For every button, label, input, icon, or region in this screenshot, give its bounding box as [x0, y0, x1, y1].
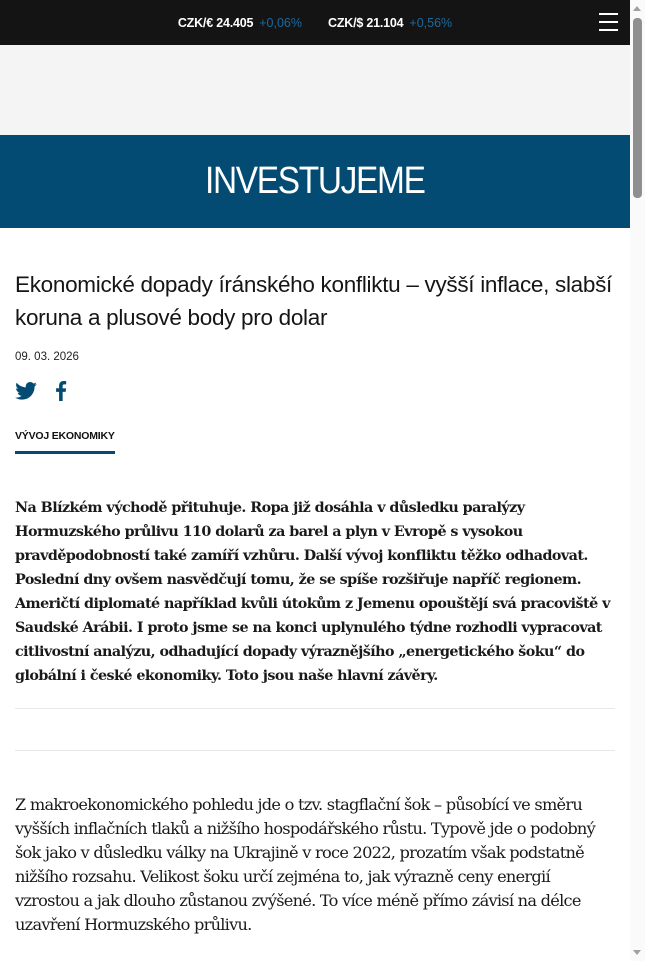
article-date: 09. 03. 2026: [15, 351, 79, 363]
article-paragraph: Z makroekonomického pohledu jde o tzv. stagflační šok – působící ve směru vyšších inflačních tlaků a nižšího hospodářského růstu. Typově jde o podobný šok jako v důsledku války na Ukrajině v roce 2022, prozatím však podstatně nižšího rozsahu. Velikost šoku určí zejména to, jak výrazně ceny energií vzrostou a jak dlouho zůstanou zvýšené. To více méně přímo závisí na délce uzavření Hormuzského průlivu.: [15, 795, 595, 934]
rate-eur-change: +0,06%: [259, 15, 302, 30]
site-logo[interactable]: INVESTUJEME: [205, 160, 425, 202]
scrollbar-thumb[interactable]: [633, 18, 642, 198]
scrollbar[interactable]: [630, 0, 645, 961]
hamburger-icon[interactable]: [599, 13, 618, 31]
ad-placeholder: [0, 45, 630, 135]
rate-usd-change: +0,56%: [409, 15, 453, 30]
category-tag[interactable]: VÝVOJ EKONOMIKY: [15, 430, 115, 454]
twitter-icon[interactable]: [15, 382, 37, 400]
rate-eur[interactable]: [178, 16, 302, 30]
divider: [15, 708, 615, 709]
facebook-icon[interactable]: [55, 381, 67, 401]
rate-eur-value: CZK/€ 24.405: [177, 15, 254, 30]
rate-usd[interactable]: [328, 16, 452, 30]
scroll-up-arrow-icon[interactable]: [633, 6, 641, 11]
rate-usd-value: CZK/$ 21.104: [328, 15, 404, 30]
brand-banner[interactable]: [0, 135, 630, 228]
currency-topbar: [0, 0, 630, 45]
scroll-down-arrow-icon[interactable]: [633, 950, 641, 955]
divider: [15, 750, 615, 751]
share-buttons: [15, 379, 615, 403]
article: [0, 268, 630, 937]
article-title: Ekonomické dopady íránského konfliktu – vyšší inflace, slabší koruna a plusové body pro dolar: [15, 272, 613, 330]
article-lead: Na Blízkém východě přituhuje. Ropa již dosáhla v důsledku paralýzy Hormuzského průlivu 110 dolarů za barel a plyn v Evropě s vysokou pravděpodobností také zamíří vzhůru. Další vývoj konfliktu těžko odhadovat. Poslední dny ovšem nasvědčují tomu, že se spíše rozšiřuje napříč regionem. Američtí diplomaté například kvůli útokům z Jemenu opouštějí svá pracoviště v Saudské Arábii. I proto jsme se na konci uplynulého týdne rozhodli vypracovat citlivostní analýzu, odhadující dopady výraznějšího „energetického šoku“ do globální i české ekonomiky. Toto jsou naše hlavní závěry.: [15, 500, 610, 684]
